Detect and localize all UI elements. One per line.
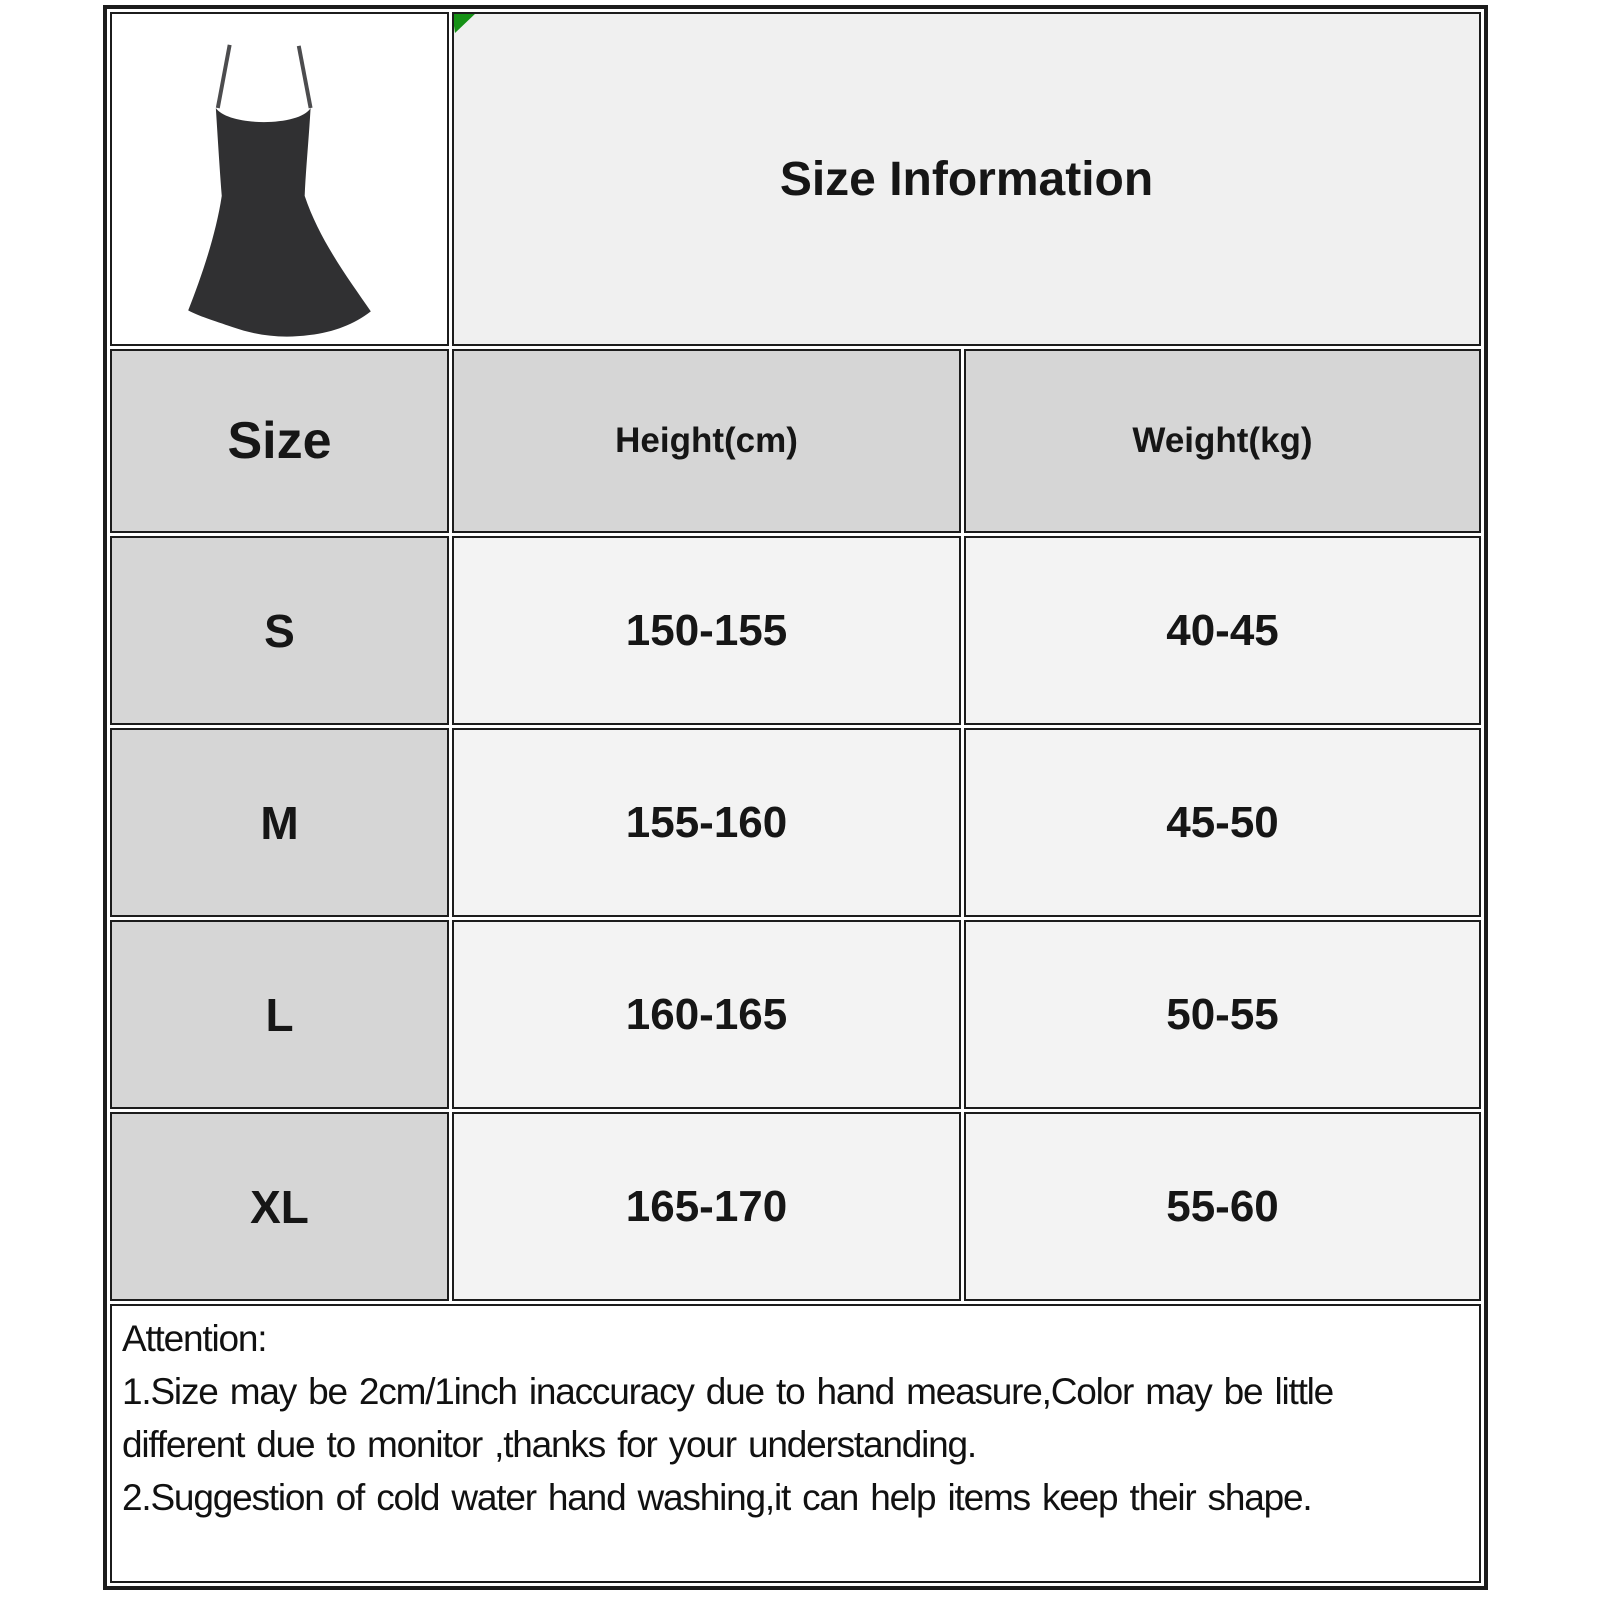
height-value-xl: 165-170 <box>452 1112 961 1301</box>
height-value-s: 150-155 <box>452 536 961 725</box>
title-row <box>110 12 1481 346</box>
size-chart-table <box>103 5 1488 1590</box>
attention-note-line: 1.Size may be 2cm/1inch inaccuracy due to hand measure,Color may be little <box>122 1371 1334 1412</box>
green-corner-marker-icon <box>452 12 477 33</box>
table-row <box>110 1112 1481 1301</box>
attention-heading: Attention: <box>122 1318 267 1359</box>
weight-value-xl: 55-60 <box>964 1112 1481 1301</box>
attention-cell <box>110 1304 1481 1583</box>
attention-note-line: 2.Suggestion of cold water hand washing,it can help items keep their shape. <box>122 1477 1312 1518</box>
table-row <box>110 728 1481 917</box>
weight-value-l: 50-55 <box>964 920 1481 1109</box>
table-row <box>110 920 1481 1109</box>
height-value-m: 155-160 <box>452 728 961 917</box>
header-size: Size <box>110 349 449 533</box>
header-weight: Weight(kg) <box>964 349 1481 533</box>
header-row <box>110 349 1481 533</box>
dress-graphic <box>188 45 371 337</box>
table-row <box>110 536 1481 725</box>
row-label-xl: XL <box>110 1112 449 1301</box>
product-image-cell <box>110 12 449 346</box>
row-label-s: S <box>110 536 449 725</box>
header-height: Height(cm) <box>452 349 961 533</box>
dress-image <box>160 33 400 339</box>
height-value-l: 160-165 <box>452 920 961 1109</box>
row-label-l: L <box>110 920 449 1109</box>
row-label-m: M <box>110 728 449 917</box>
title-cell <box>452 12 1481 346</box>
attention-row <box>110 1304 1481 1583</box>
weight-value-m: 45-50 <box>964 728 1481 917</box>
page-title: Size Information <box>779 152 1154 206</box>
attention-note-line: different due to monitor ,thanks for your understanding. <box>122 1424 976 1465</box>
weight-value-s: 40-45 <box>964 536 1481 725</box>
